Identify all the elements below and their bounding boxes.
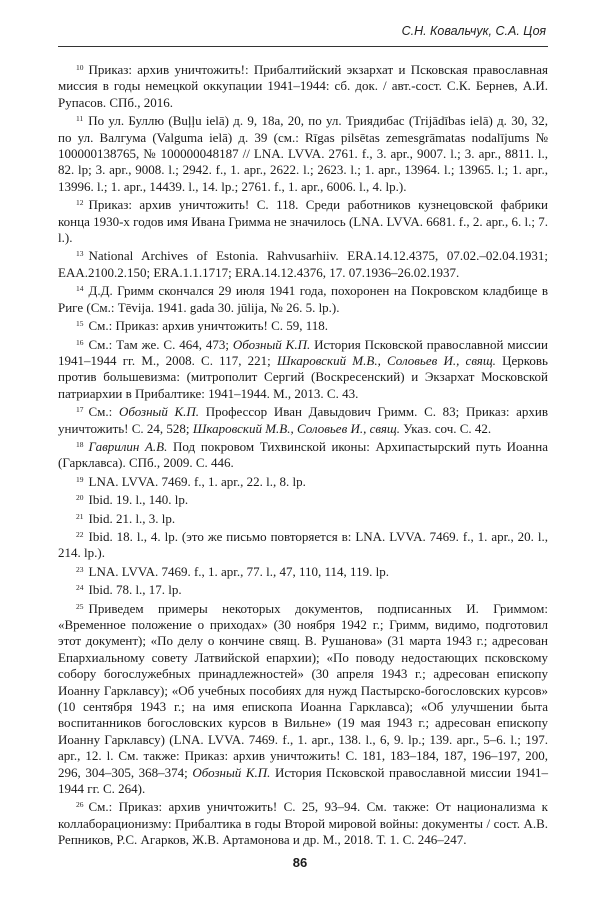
endnote-text: См.: Приказ: архив уничтожить! С. 25, 93–94. См. также: От национализма к коллаборационизму: Прибалтика в годы Второй мировой войны: документы / сост. А.В. Репников, Р.С. Агарков, Ж.В. Артамонова и др. М., 2018. Т. 1. С. 246–247. <box>58 799 548 848</box>
endnote-number: 15 <box>76 319 84 329</box>
endnote-text: См.: Приказ: архив уничтожить! С. 59, 118. <box>88 318 329 334</box>
endnote-19 <box>58 472 548 490</box>
endnote-16 <box>58 335 548 403</box>
endnote-text: История Псковской православной миссии 1941–1944 гг. С. 264). <box>58 764 548 797</box>
endnote-10 <box>58 60 548 111</box>
endnote-26 <box>58 797 548 848</box>
endnote-15 <box>58 316 548 334</box>
endnote-text: Профессор Иван Давыдович Гримм. С. 83; Приказ: архив уничтожить! С. 24, 528; <box>58 404 548 436</box>
endnote-text: Приказ: архив уничтожить!: Прибалтийский экзархат и Псковская православная миссия в годы немецкой оккупации 1941–1944: сб. док. / авт.-сост. С.К. Бернев, А.И. Рупасов. СПб., 2016. <box>58 62 548 110</box>
endnote-number: 19 <box>76 474 84 484</box>
endnote-21 <box>58 509 548 527</box>
endnote-13 <box>58 246 548 281</box>
endnote-text: По ул. Буллю (Buļļu ielā) д. 9, 18а, 20, по ул. Триядибас (Trijādības ielā) д. 30, 32, по ул. Валгума (Valguma ielā) д. 39 (см.: Rīgas pilsētas zemesgrāmatas nodalījums № 100000138765, № 100000048187 // LNA. LVVA. 2761. f., 3. apr., 9007. l.; 3. apr., 8811. l., 82. lp; 3. apr., 9008. l.; 2942. f., 1. apr., 2622. l.; 2623. l.; 1. apr., 13964. l.; 13965. l.; 1. apr., 13996. l.; 1. apr., 14439. l., 14. lp.; 2761. f., 1. apr., 6006. l., 4. lp.). <box>58 113 548 194</box>
endnote-text: Ibid. 19. l., 140. lp. <box>88 492 189 508</box>
endnote-text: National Archives of Estonia. Rahvusarhiiv. ERA.14.12.4375, 07.02.–02.04.1931; EAA.2100.2.150; ERA.1.1.1717; ERA.14.12.4376, 17. 07.1936–26.02.1937. <box>58 248 548 280</box>
endnote-number: 17 <box>76 405 84 415</box>
header-rule <box>58 46 548 47</box>
endnote-number: 25 <box>76 601 84 611</box>
endnote-text: Церковь против большевизма: (митрополит Сергий (Воскресенский) и Экзархат Московской патриархии в Прибалтике: 1941–1944. М., 2013. С. 43. <box>58 352 548 401</box>
endnote-17 <box>58 402 548 437</box>
endnote-number: 18 <box>76 439 84 449</box>
endnote-text: LNA. LVVA. 7469. f., 1. apr., 22. l., 8. lp. <box>88 473 306 489</box>
endnote-text: Приведем примеры некоторых документов, подписанных И. Гриммом: «Временное положение о приходах» (30 ноября 1942 г.; Гримм, видимо, подготовил этот документ); «По делу о кончине свящ. В. Рушанова» (31 марта 1943 г.; адресован Епархиальному совету Латвийской епархии); «По поводу недостающих псковскому собору богослужебных принадлежностей» (30 апреля 1943 г.; адресован епископу Иоанну Гарклавсу); «Об учебных пособиях для нужд Пастырско-богословских курсов» (10 сентября 1943 г.; на имя епископа Иоанна Гарклавса); «Об улучшении быта воспитанников богословских курсов в Вильне» (19 мая 1943 г.; адресован епископу Иоанну Гарклавсу) (LNA. LVVA. 7469. f., 1. apr., 138. l., 6, 9. lp.; 139. apr., 5–6. l.; 197. apr., 12. l. См. также: Приказ: архив уничтожить! С. 181, 183–184, 187, 196–197, 200, 296, 304–305, 368–374; <box>58 600 548 780</box>
endnote-25 <box>58 599 548 798</box>
endnote-number: 13 <box>76 249 84 259</box>
endnote-number: 10 <box>76 63 84 72</box>
endnote-text: См.: <box>88 404 119 420</box>
running-header: С.Н. Ковальчук, С.А. Цоя <box>401 24 546 38</box>
endnote-12 <box>58 195 548 246</box>
endnote-text: Указ. соч. С. 42. <box>399 420 492 436</box>
endnote-20 <box>58 490 548 508</box>
page-number: 86 <box>292 855 308 870</box>
endnote-18 <box>58 437 548 472</box>
endnote-24 <box>58 580 548 598</box>
endnote-number: 12 <box>76 198 84 208</box>
endnote-number: 26 <box>76 800 84 810</box>
endnote-author: Обозный К.П. <box>232 336 311 352</box>
endnote-author: Шкаровский М.В., Соловьев И., свящ. <box>192 420 400 436</box>
endnote-number: 14 <box>76 284 84 294</box>
endnote-author: Обозный К.П. <box>192 764 271 780</box>
endnotes-list <box>58 60 548 849</box>
endnote-14 <box>58 281 548 316</box>
endnote-text: См.: Там же. С. 464, 473; <box>88 336 233 352</box>
endnote-text: Под покровом Тихвинской иконы: Архипастырский путь Иоанна (Гарклавса). СПб., 2009. С. 446. <box>58 438 548 471</box>
endnote-23 <box>58 562 548 580</box>
endnote-text: Приказ: архив уничтожить! С. 118. Среди работников кузнецовской фабрики конца 1930-х годов имя Ивана Гримма не значилось (LNA. LVVA. 6681. f., 2. apr., 6. l.; 7. l.). <box>58 197 548 246</box>
endnote-author: Обозный К.П. <box>118 404 200 420</box>
endnote-number: 20 <box>76 493 84 503</box>
endnote-number: 16 <box>76 337 84 347</box>
endnote-number: 23 <box>76 564 84 574</box>
endnote-text: Ibid. 21. l., 3. lp. <box>88 510 176 526</box>
endnote-text: Д.Д. Гримм скончался 29 июля 1941 года, похоронен на Покровском кладбище в Риге (См.: Tēvija. 1941. gada 30. jūlija, № 26. 5. lp.). <box>58 283 548 315</box>
endnote-11 <box>58 111 548 195</box>
endnote-number: 11 <box>76 114 84 124</box>
endnote-text: Ibid. 78. l., 17. lp. <box>88 582 182 598</box>
endnote-text: История Псковской православной миссии 1941–1944 гг. М., 2008. С. 117, 221; <box>58 336 548 368</box>
endnote-author: Шкаровский М.В., Соловьев И., свящ. <box>276 352 496 368</box>
endnote-text: LNA. LVVA. 7469. f., 1. apr., 77. l., 47, 110, 114, 119. lp. <box>88 563 389 579</box>
endnote-number: 21 <box>76 511 84 521</box>
endnote-text: Ibid. 18. l., 4. lp. (это же письмо повторяется в: LNA. LVVA. 7469. f., 1. apr., 20. l., 214. lp.). <box>58 528 548 561</box>
endnote-author: Гаврилин А.В. <box>88 438 168 454</box>
endnote-number: 22 <box>76 529 84 539</box>
endnote-22 <box>58 527 548 562</box>
endnote-number: 24 <box>76 583 84 593</box>
